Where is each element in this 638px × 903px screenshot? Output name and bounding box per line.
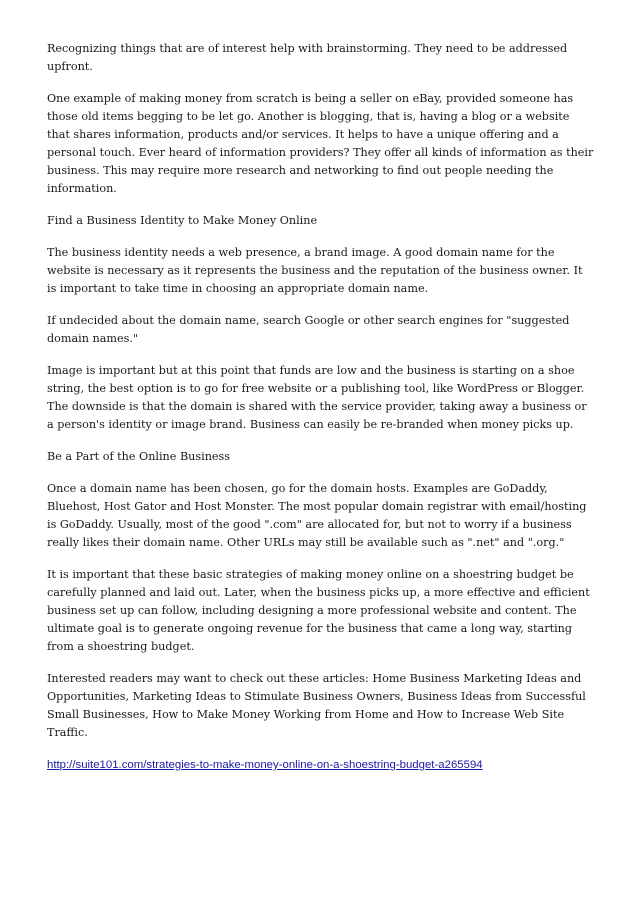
paragraph-domain-hosts: Once a domain name has been chosen, go for the domain hosts. Examples are GoDaddy, Bluehost, Host Gator and Host Monster. The most popular domain registrar with email/hosting is GoDaddy. Usually, most of the good ".com" are allocated for, but not to worry if a business really likes their domain name. Other URLs may still be available such as ".net" and ".org." bbox=[47, 482, 587, 549]
document-body bbox=[47, 40, 595, 788]
paragraph-domain-search: If undecided about the domain name, search Google or other search engines for "suggested domain names." bbox=[47, 314, 570, 345]
paragraph-image-importance: Image is important but at this point that funds are low and the business is starting on a shoe string, the best option is to go for free website or a publishing tool, like WordPress or Blogger. The downside is that the domain is shared with the service provider, taking away a business or a person's identity or image brand. Business can easily be re-branded when money picks up. bbox=[47, 364, 587, 431]
source-link-paragraph bbox=[47, 756, 595, 774]
source-link[interactable]: http://suite101.com/strategies-to-make-money-online-on-a-shoestring-budget-a265594 bbox=[47, 759, 483, 771]
paragraph-money-from-scratch: One example of making money from scratch is being a seller on eBay, provided someone has those old items begging to be let go. Another is blogging, that is, having a blog or a website that shares information, products and/or services. It helps to have a unique offering and a personal touch. Ever heard of information providers? They offer all kinds of information as their business. This may require more research and networking to find out people needing the information. bbox=[47, 92, 594, 195]
paragraph-web-presence: The business identity needs a web presence, a brand image. A good domain name for the website is necessary as it represents the business and the reputation of the business owner. It is important to take time in choosing an appropriate domain name. bbox=[47, 246, 583, 295]
section-heading-business-identity: Find a Business Identity to Make Money Online bbox=[47, 214, 318, 227]
paragraph-basic-strategies: It is important that these basic strategies of making money online on a shoestring budget be carefully planned and laid out. Later, when the business picks up, a more effective and efficient business set up can follow, including designing a more professional website and content. The ultimate goal is to generate ongoing revenue for the business that came a long way, starting from a shoestring budget. bbox=[47, 568, 590, 653]
paragraph-brainstorming: Recognizing things that are of interest help with brainstorming. They need to be addressed upfront. bbox=[47, 42, 568, 73]
section-heading-online-business: Be a Part of the Online Business bbox=[47, 450, 230, 463]
paragraph-related-articles: Interested readers may want to check out these articles: Home Business Marketing Ideas and Opportunities, Marketing Ideas to Stimulate Business Owners, Business Ideas from Successful Small Businesses, How to Make Money Working from Home and How to Increase Web Site Traffic. bbox=[47, 672, 586, 739]
